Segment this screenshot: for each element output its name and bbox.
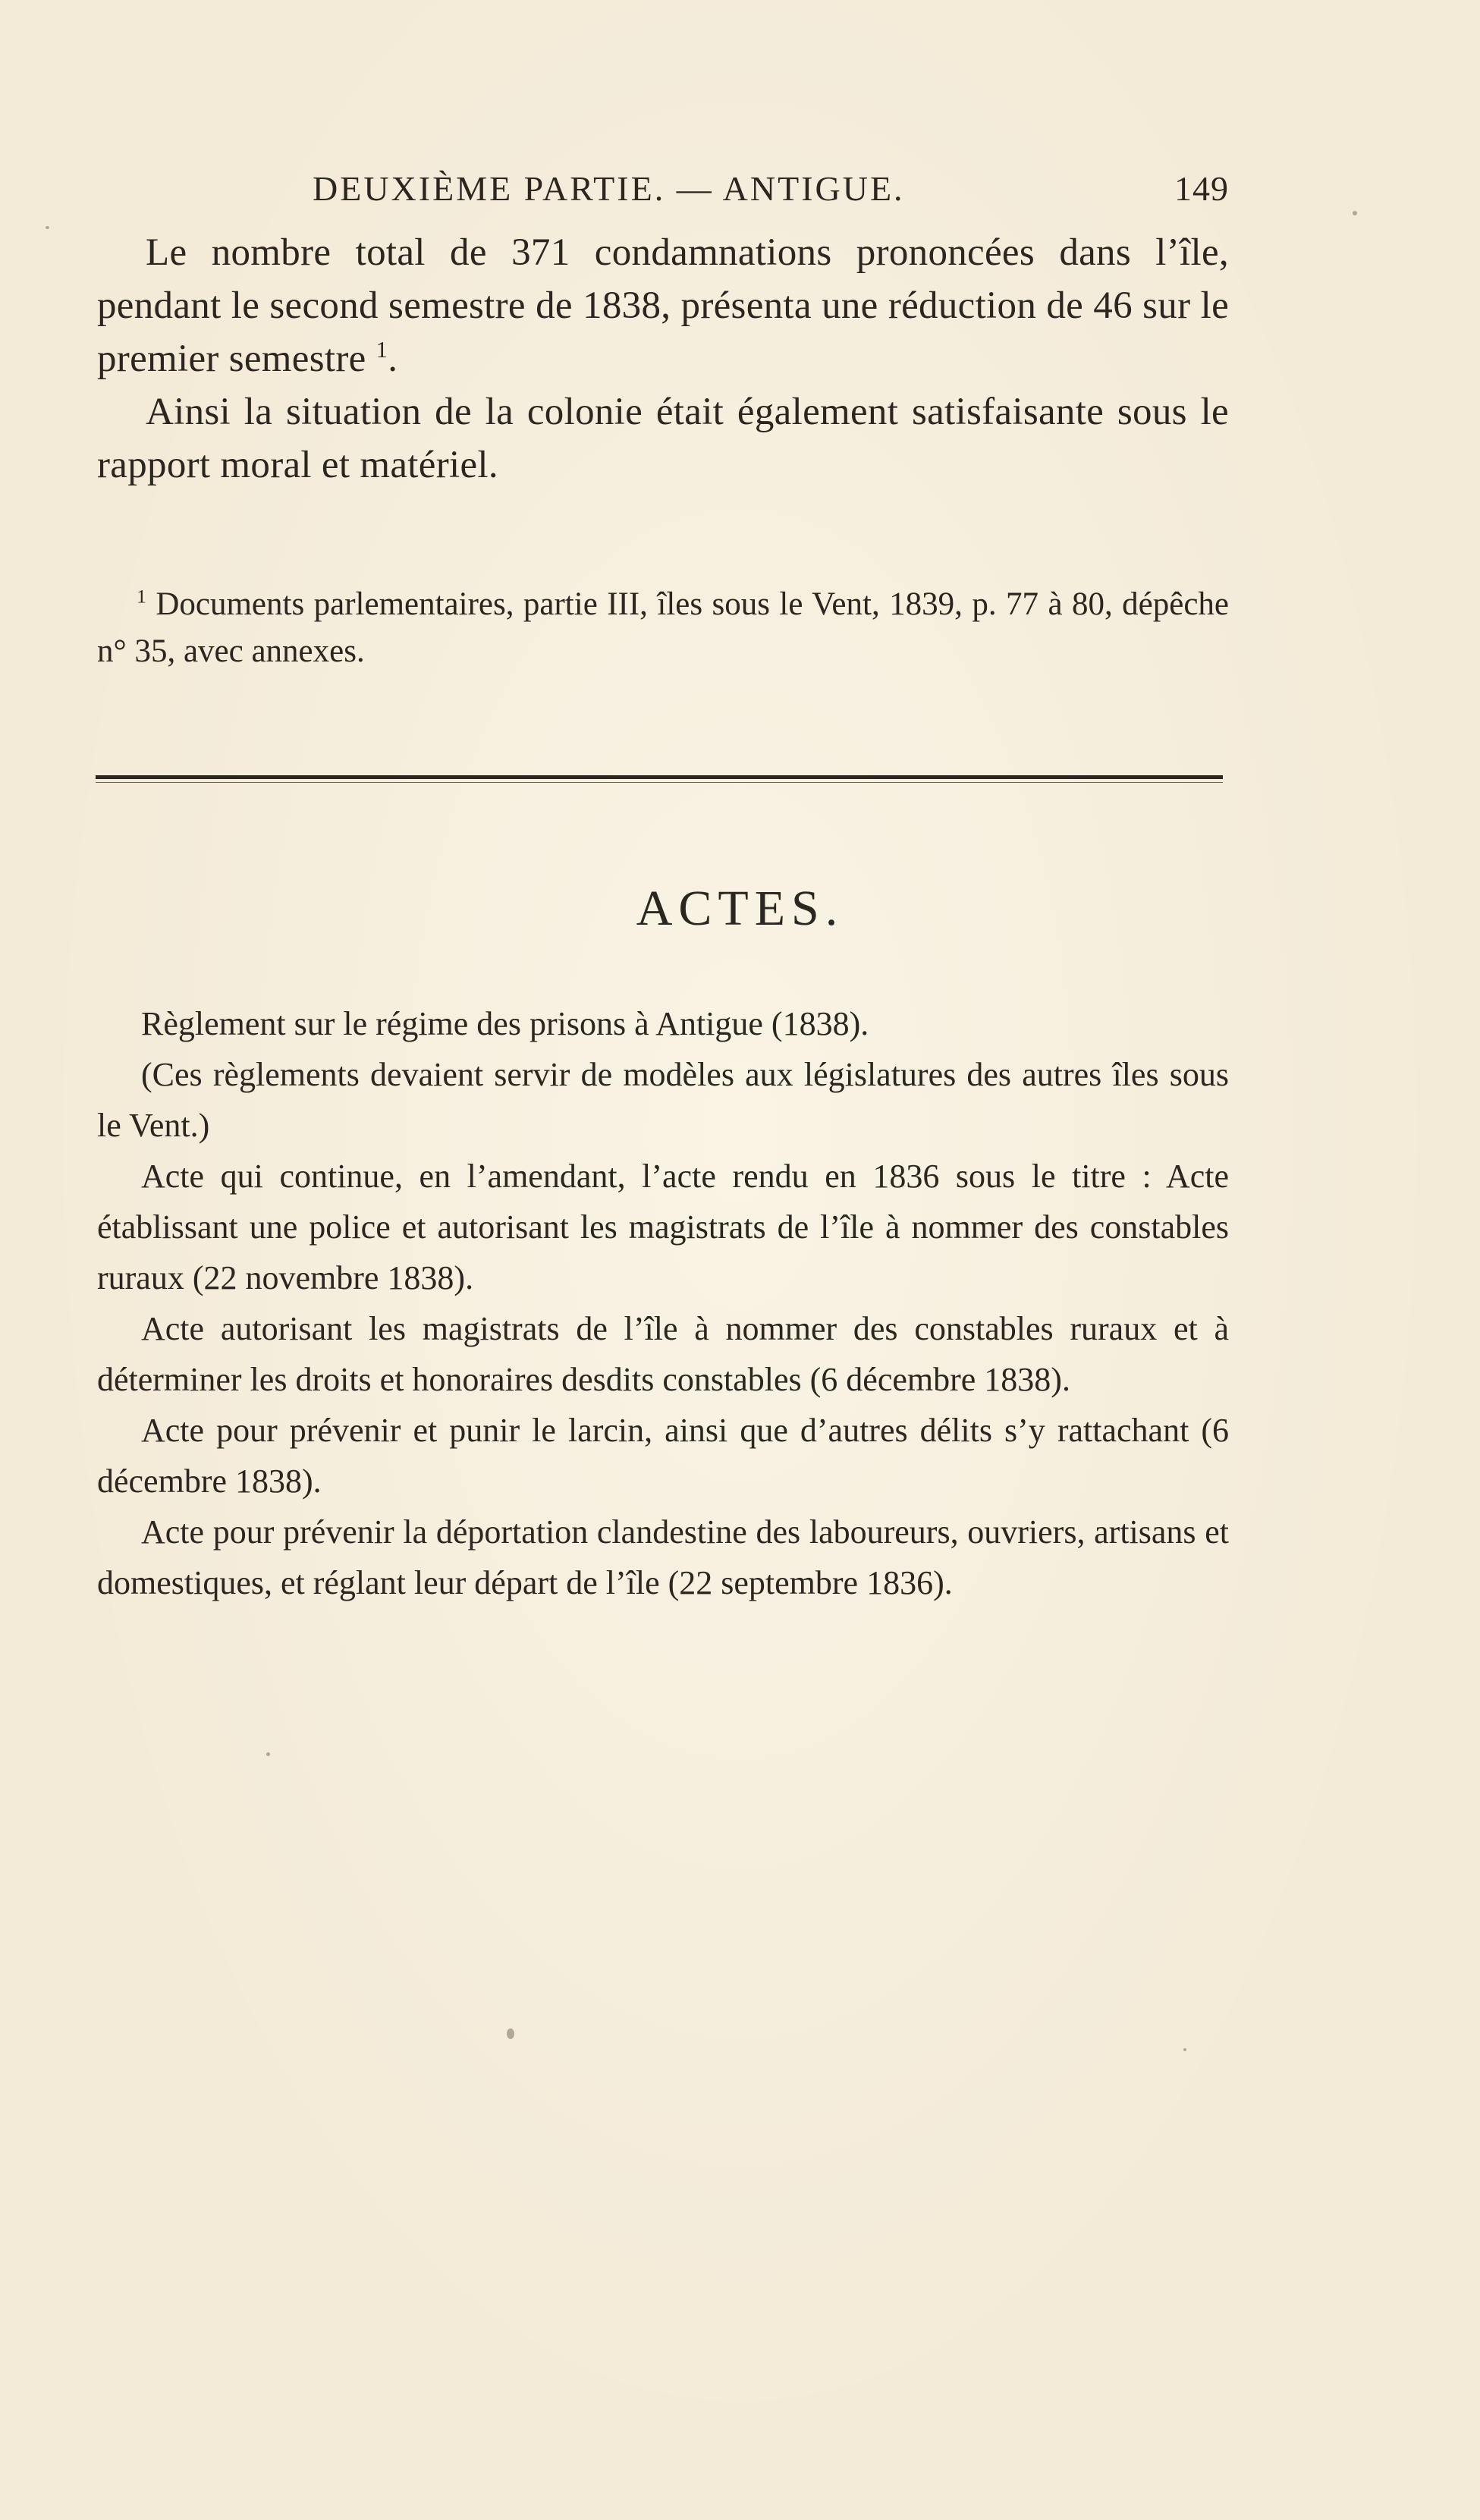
- footnote-reference: 1: [375, 337, 388, 363]
- act-item: (Ces règlements devaient servir de modèles aux législatures des autres îles sous le Vent.): [97, 1056, 1229, 1144]
- footnote: [97, 581, 1229, 675]
- footnote-marker: 1: [137, 585, 146, 608]
- body-paragraph: Ainsi la situation de la colonie était également satisfaisante sous le rapport moral et matériel.: [97, 391, 1229, 486]
- act-item: Acte autorisant les magistrats de l’île à nommer des constables ruraux et à déterminer les droits et honoraires desdits constables (6 décembre 1838).: [97, 1310, 1229, 1398]
- act-item: Acte qui continue, en l’amendant, l’acte rendu en 1836 sous le titre : Acte établissant une police et autorisant les magistrats de l’île à nommer des constables ruraux (22 novembre 1838).: [97, 1158, 1229, 1296]
- paper-speck: [1183, 2048, 1186, 2051]
- body-text: [97, 226, 1229, 492]
- acts-list: [97, 998, 1229, 1608]
- act-item: Règlement sur le régime des prisons à Antigue (1838).: [141, 1005, 869, 1042]
- running-head: [313, 168, 1229, 214]
- section-divider-thin: [96, 782, 1223, 783]
- paper-speck: [266, 1752, 270, 1756]
- act-item: Acte pour prévenir la déportation clandestine des laboureurs, ouvriers, artisans et domestiques, et réglant leur départ de l’île (22 septembre 1836).: [97, 1513, 1229, 1601]
- paper-speck: [507, 2028, 514, 2039]
- body-paragraph: Le nombre total de 371 condamnations prononcées dans l’île, pendant le second semestre de 1838, présenta une réduction de 46 sur le premier semestre $^1$.: [97, 231, 1229, 380]
- running-head-title: DEUXIÈME PARTIE. — ANTIGUE.: [313, 169, 905, 208]
- section-heading: ACTES.: [636, 881, 844, 936]
- paper-speck: [1353, 211, 1357, 215]
- section-divider-thick: [96, 775, 1223, 779]
- footnote-text: $^1$ Documents parlementaires, partie III, îles sous le Vent, 1839, p. 77 à 80, dépêche n° 35, avec annexes.: [97, 585, 1229, 669]
- paper-speck: [46, 226, 49, 229]
- act-item: Acte pour prévenir et punir le larcin, ainsi que d’autres délits s’y rattachant (6 décembre 1838).: [97, 1412, 1229, 1500]
- page-number: 149: [1174, 169, 1229, 208]
